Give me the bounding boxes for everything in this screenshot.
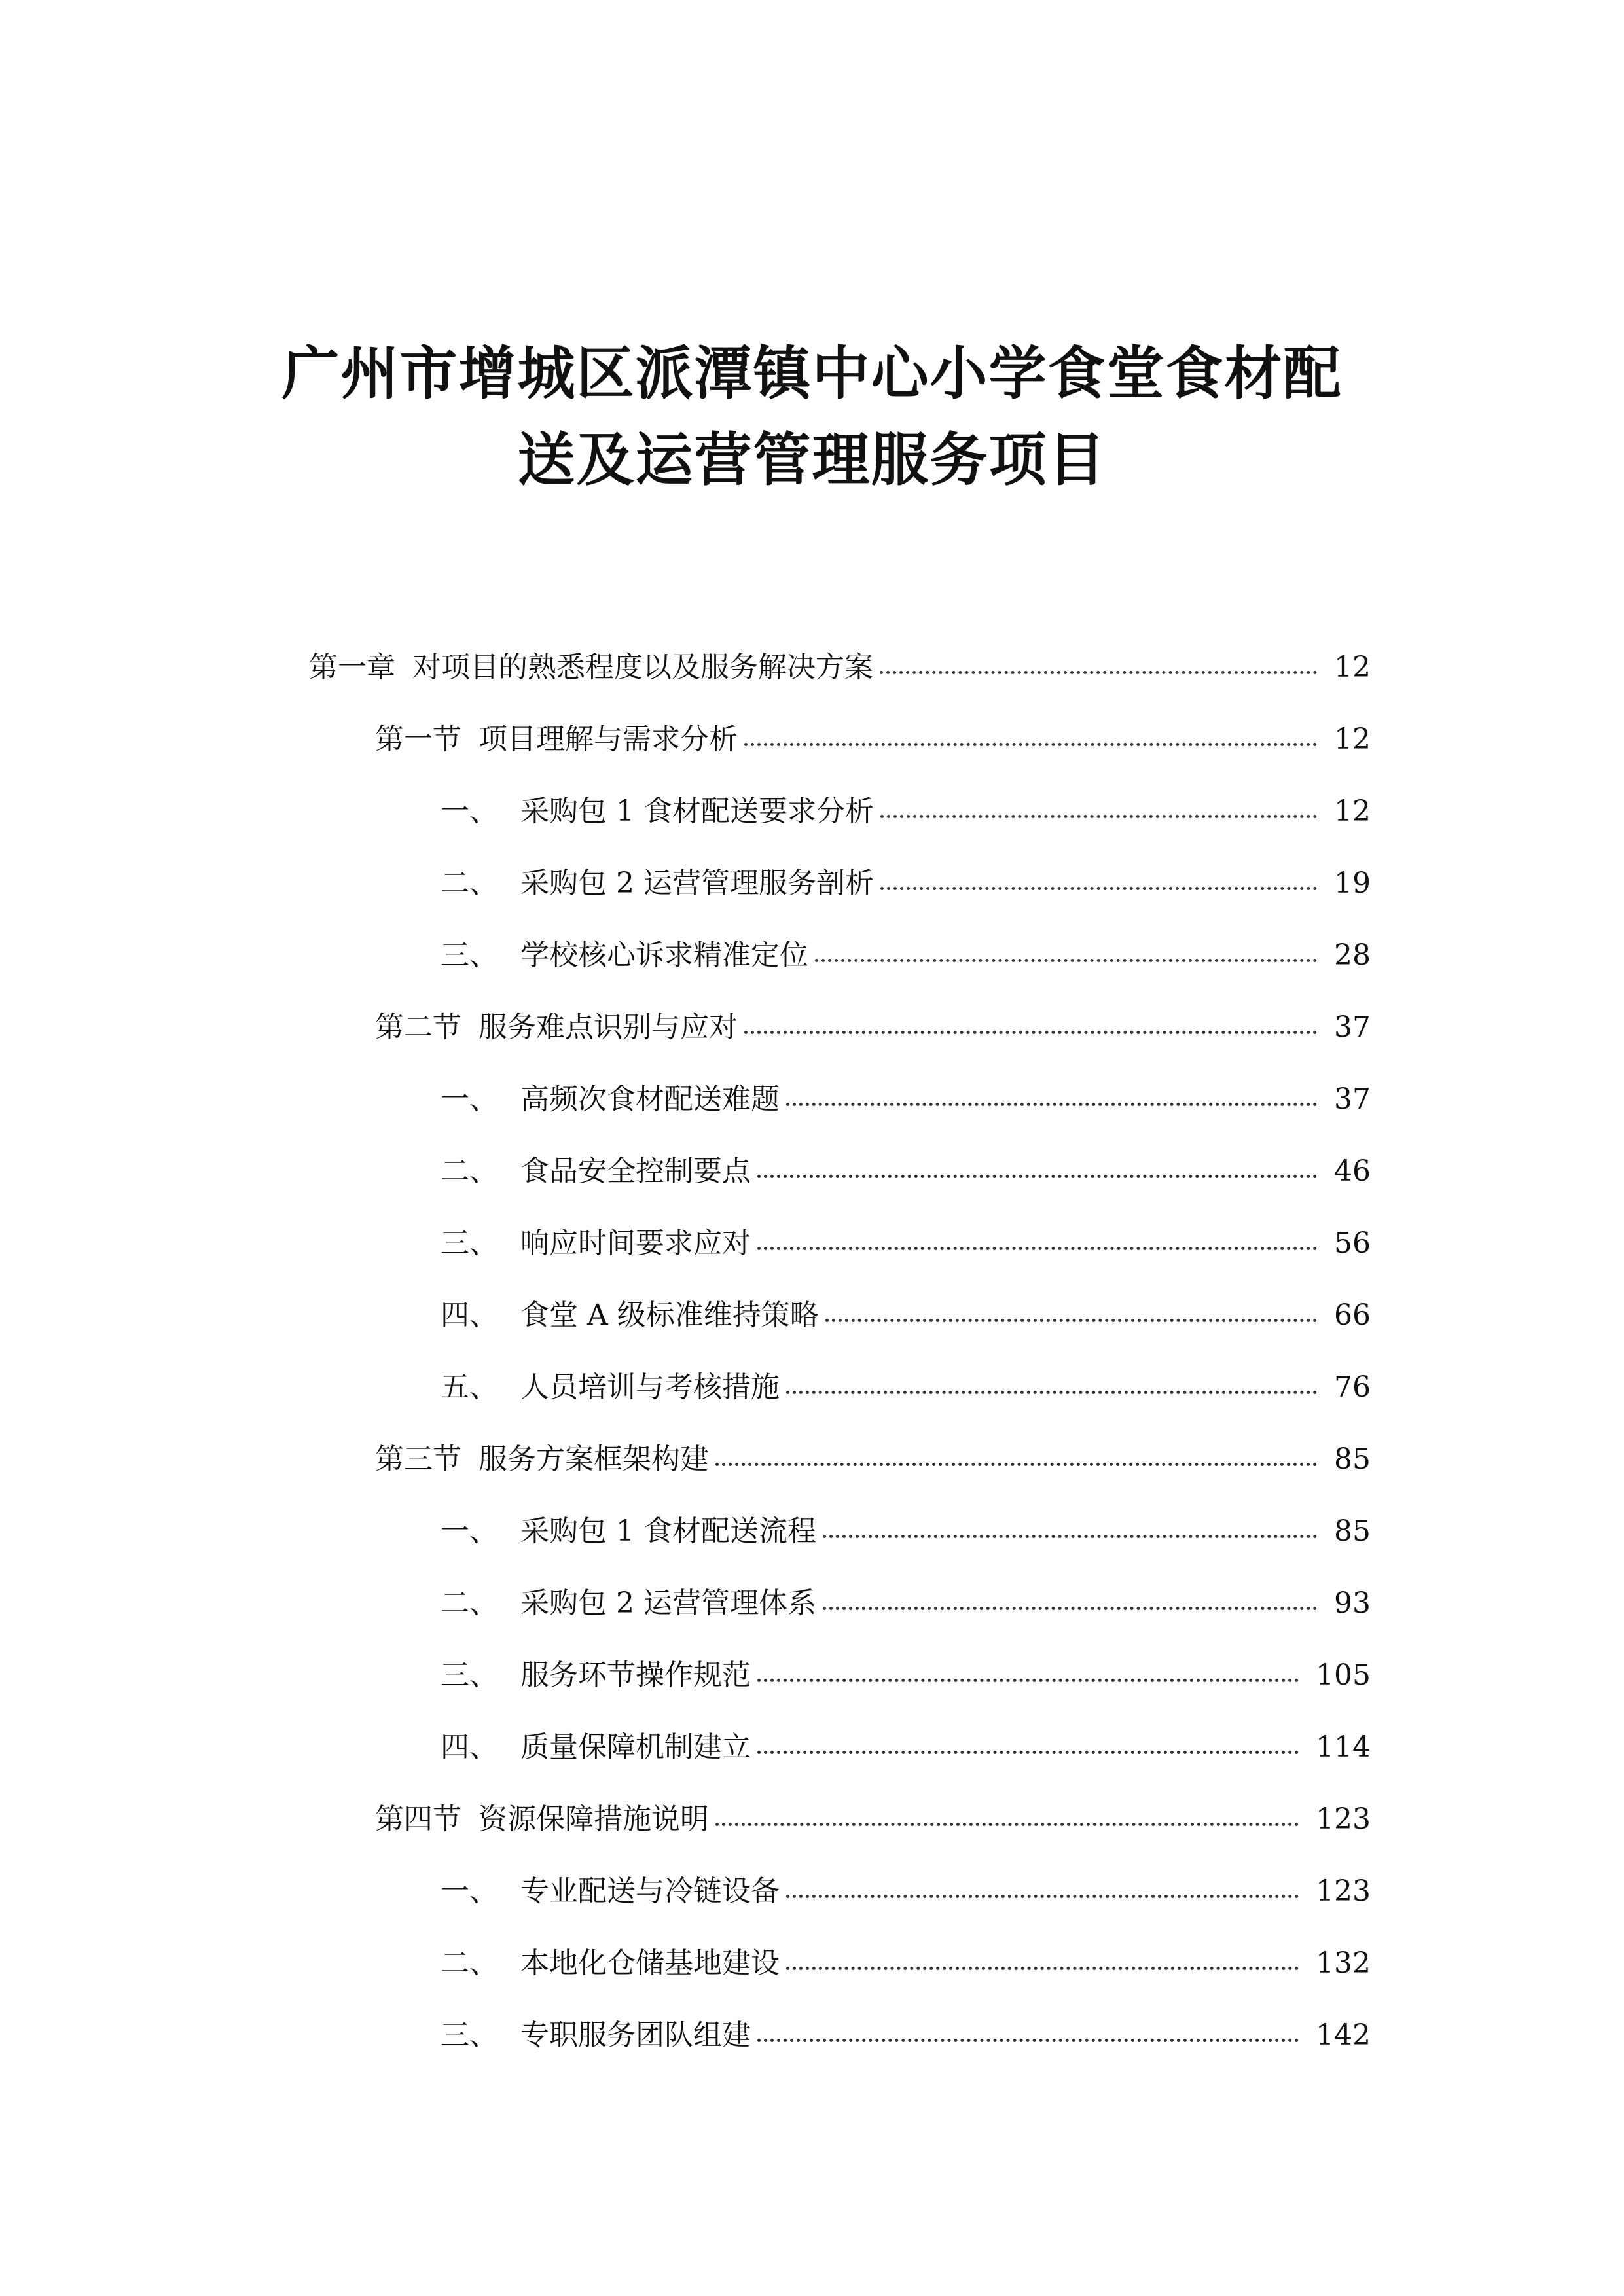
toc-entry-title: 资源保障措施说明	[478, 1803, 709, 1836]
toc-entry-number: 四、	[441, 1731, 498, 1764]
toc-entry-number: 第三节	[375, 1443, 461, 1476]
toc-entry-page-number: 105	[1316, 1659, 1371, 1692]
toc-entry-title: 对项目的熟悉程度以及服务解决方案	[412, 651, 873, 684]
toc-entry-title: 服务难点识别与应对	[478, 1011, 738, 1044]
toc-entry[interactable]	[441, 1581, 1371, 1626]
toc-entry-page-number: 37	[1334, 1083, 1371, 1116]
toc-entry-page-number: 28	[1334, 939, 1371, 972]
toc-entry[interactable]	[375, 1005, 1371, 1050]
toc-entry-title: 服务方案框架构建	[478, 1443, 709, 1476]
toc-entry[interactable]	[441, 1149, 1371, 1194]
dot-leader	[715, 1463, 1317, 1466]
toc-entry-page-number: 76	[1334, 1371, 1371, 1404]
dot-leader	[815, 959, 1317, 962]
toc-entry[interactable]	[441, 1509, 1371, 1554]
toc-entry-number: 四、	[441, 1299, 498, 1332]
toc-entry-page-number: 123	[1316, 1803, 1371, 1836]
dot-leader	[757, 1751, 1299, 1754]
toc-entry-number: 五、	[441, 1371, 498, 1404]
document-title	[0, 331, 1624, 503]
toc-entry-number: 三、	[441, 2018, 498, 2052]
toc-entry-number: 第一节	[375, 723, 461, 756]
toc-entry-title: 质量保障机制建立	[520, 1731, 751, 1764]
toc-entry-title: 专职服务团队组建	[520, 2018, 751, 2052]
toc-entry-number: 二、	[441, 1587, 498, 1620]
toc-entry-title: 服务环节操作规范	[520, 1659, 751, 1692]
dot-leader	[786, 1967, 1299, 1970]
toc-entry-title: 采购包 2 运营管理服务剖析	[520, 867, 874, 900]
toc-entry-title: 项目理解与需求分析	[478, 723, 738, 756]
title-line: 送及运营管理服务项目	[517, 426, 1107, 493]
toc-entry[interactable]	[441, 1653, 1371, 1698]
dot-leader	[786, 1391, 1317, 1394]
toc-entry-page-number: 142	[1316, 2018, 1371, 2052]
toc-entry[interactable]	[441, 1941, 1371, 1986]
toc-entry-title: 专业配送与冷链设备	[520, 1874, 780, 1908]
toc-entry-title: 食品安全控制要点	[520, 1155, 751, 1188]
toc-entry[interactable]	[375, 717, 1371, 762]
toc-entry-title: 高频次食材配送难题	[520, 1083, 780, 1116]
toc-entry-number: 第一章	[309, 651, 395, 684]
toc-entry[interactable]	[441, 1869, 1371, 1914]
table-of-contents	[0, 645, 1624, 2150]
toc-entry-number: 第二节	[375, 1011, 461, 1044]
toc-entry[interactable]	[441, 2013, 1371, 2058]
toc-entry-title: 采购包 1 食材配送流程	[520, 1515, 816, 1548]
toc-entry[interactable]	[441, 1293, 1371, 1338]
toc-entry-number: 二、	[441, 1155, 498, 1188]
toc-entry[interactable]	[441, 861, 1371, 906]
toc-entry[interactable]	[441, 1077, 1371, 1122]
toc-entry-page-number: 12	[1334, 723, 1371, 756]
toc-entry-title: 采购包 2 运营管理体系	[520, 1587, 816, 1620]
dot-leader	[880, 815, 1317, 818]
toc-entry[interactable]	[441, 1365, 1371, 1410]
toc-entry-title: 本地化仓储基地建设	[520, 1946, 780, 1980]
toc-entry-page-number: 132	[1316, 1946, 1371, 1980]
toc-entry[interactable]	[441, 1221, 1371, 1266]
toc-entry-page-number: 85	[1334, 1515, 1371, 1548]
toc-entry[interactable]	[441, 1725, 1371, 1770]
dot-leader	[823, 1607, 1317, 1610]
toc-entry[interactable]	[309, 645, 1371, 691]
toc-entry-page-number: 93	[1334, 1587, 1371, 1620]
dot-leader	[744, 743, 1317, 746]
toc-entry[interactable]	[441, 933, 1371, 978]
toc-entry[interactable]	[375, 1437, 1371, 1482]
toc-entry-page-number: 114	[1316, 1731, 1371, 1764]
dot-leader	[825, 1319, 1317, 1322]
toc-entry-title: 人员培训与考核措施	[520, 1371, 780, 1404]
dot-leader	[757, 1175, 1317, 1178]
dot-leader	[757, 1247, 1317, 1250]
dot-leader	[786, 1103, 1317, 1106]
toc-entry-page-number: 12	[1334, 795, 1371, 828]
toc-entry-number: 一、	[441, 795, 498, 828]
dot-leader	[880, 671, 1317, 674]
toc-entry-number: 一、	[441, 1515, 498, 1548]
toc-entry-page-number: 56	[1334, 1227, 1371, 1260]
dot-leader	[744, 1031, 1317, 1034]
toc-entry-number: 二、	[441, 1946, 498, 1980]
toc-entry-number: 第四节	[375, 1803, 461, 1836]
toc-entry-number: 三、	[441, 939, 498, 972]
toc-entry-number: 一、	[441, 1083, 498, 1116]
toc-entry-page-number: 66	[1334, 1299, 1371, 1332]
toc-entry[interactable]	[375, 1797, 1371, 1842]
toc-entry-page-number: 37	[1334, 1011, 1371, 1044]
dot-leader	[880, 887, 1317, 890]
toc-entry-page-number: 19	[1334, 867, 1371, 900]
toc-entry-title: 食堂 A 级标准维持策略	[520, 1299, 819, 1332]
toc-entry-number: 三、	[441, 1227, 498, 1260]
toc-entry[interactable]	[441, 789, 1371, 834]
toc-entry-number: 三、	[441, 1659, 498, 1692]
toc-entry-page-number: 123	[1316, 1874, 1371, 1908]
toc-entry-number: 二、	[441, 867, 498, 900]
title-line: 广州市增城区派潭镇中心小学食堂食材配	[281, 340, 1343, 407]
toc-entry-page-number: 46	[1334, 1155, 1371, 1188]
dot-leader	[757, 1679, 1299, 1682]
toc-entry-page-number: 85	[1334, 1443, 1371, 1476]
dot-leader	[786, 1895, 1299, 1898]
toc-entry-title: 响应时间要求应对	[520, 1227, 751, 1260]
toc-entry-number: 一、	[441, 1874, 498, 1908]
dot-leader	[715, 1823, 1299, 1826]
toc-entry-page-number: 12	[1334, 651, 1371, 684]
toc-entry-title: 学校核心诉求精准定位	[520, 939, 808, 972]
dot-leader	[823, 1535, 1317, 1538]
dot-leader	[757, 2039, 1299, 2042]
toc-entry-title: 采购包 1 食材配送要求分析	[520, 795, 874, 828]
